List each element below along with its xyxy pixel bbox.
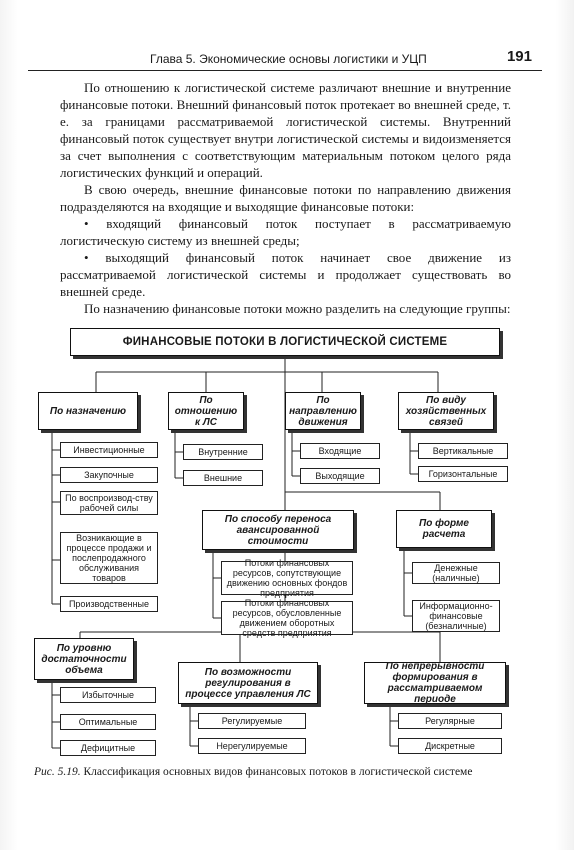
category-sufficiency: По уровню достаточности объема <box>34 638 134 680</box>
leaf-item: Производственные <box>60 596 158 612</box>
bullet-item: • выходящий финансовый поток начинает свое движение из рассматриваемой логистической системы и продолжает существовать во внешней среде. <box>60 250 511 299</box>
leaf-item: Выходящие <box>300 468 380 484</box>
leaf-item: Входящие <box>300 443 380 459</box>
bullet-item: • входящий финансовый поток поступает в рассматриваемую логистическую систему из внешней среды; <box>60 216 511 248</box>
classification-diagram <box>30 320 550 760</box>
leaf-item: Дискретные <box>398 738 502 754</box>
body-text <box>60 79 511 317</box>
leaf-item: Потоки финансовых ресурсов, обусловленные движением оборотных средств предприятия <box>221 601 353 635</box>
figure-caption <box>34 766 544 778</box>
leaf-item: Регулируемые <box>198 713 306 729</box>
category-regulation: По возможности регулирования в процессе управления ЛС <box>178 662 318 704</box>
paragraph: По назначению финансовые потоки можно разделить на следующие группы: <box>84 301 511 316</box>
page-number: 191 <box>506 48 532 65</box>
leaf-item: Вертикальные <box>418 443 508 459</box>
leaf-item: Внутренние <box>183 444 263 460</box>
leaf-item: Денежные (наличные) <box>412 562 500 584</box>
leaf-item: Горизонтальные <box>418 466 508 482</box>
leaf-item: Потоки финансовых ресурсов, сопутствующие движению основных фондов предприятия <box>221 561 353 595</box>
category-payment: По форме расчета <box>396 510 492 548</box>
category-business: По виду хозяйственных связей <box>398 392 494 430</box>
figure-number: Рис. 5.19. <box>34 766 81 778</box>
category-continuity: По непрерывности формирования в рассматриваемом периоде <box>364 662 506 704</box>
paragraph: По отношению к логистической системе различают внешние и внутренние финансовые потоки. Внешний финансовый поток протекает во внешней среде, т. е. за границами рассматриваемой логистической системы. Внутренний финансовый поток существует внутри логистической системы и видоизменяется за счет выполнения с соответствующим материальным потоком целого ряда логистических функций и операций. <box>60 80 511 180</box>
paragraph: В свою очередь, внешние финансовые потоки по направлению движения подразделяются на входящие и выходящие финансовые потоки: <box>60 182 511 214</box>
leaf-item: Избыточные <box>60 687 156 703</box>
leaf-item: По воспроизвод-ству рабочей силы <box>60 491 158 515</box>
leaf-item: Инвестиционные <box>60 442 158 458</box>
root-node: ФИНАНСОВЫЕ ПОТОКИ В ЛОГИСТИЧЕСКОЙ СИСТЕМЕ <box>70 328 500 356</box>
leaf-item: Оптимальные <box>60 714 156 730</box>
leaf-item: Информационно-финансовые (безналичные) <box>412 600 500 632</box>
leaf-item: Закупочные <box>60 467 158 483</box>
leaf-item: Нерегулируемые <box>198 738 306 754</box>
running-header <box>28 48 542 71</box>
leaf-item: Возникающие в процессе продажи и послепродажного обслуживания товаров <box>60 532 158 584</box>
category-transfer: По способу переноса авансированной стоимости <box>202 510 354 550</box>
category-purpose: По назначению <box>38 392 138 430</box>
category-relation: По отношению к ЛС <box>168 392 244 430</box>
leaf-item: Внешние <box>183 470 263 486</box>
leaf-item: Дефицитные <box>60 740 156 756</box>
category-direction: По направлению движения <box>285 392 361 430</box>
caption-text: Классификация основных видов финансовых потоков в логистической системе <box>83 766 473 778</box>
chapter-title: Глава 5. Экономические основы логистики и УЦП <box>150 52 427 66</box>
leaf-item: Регулярные <box>398 713 502 729</box>
